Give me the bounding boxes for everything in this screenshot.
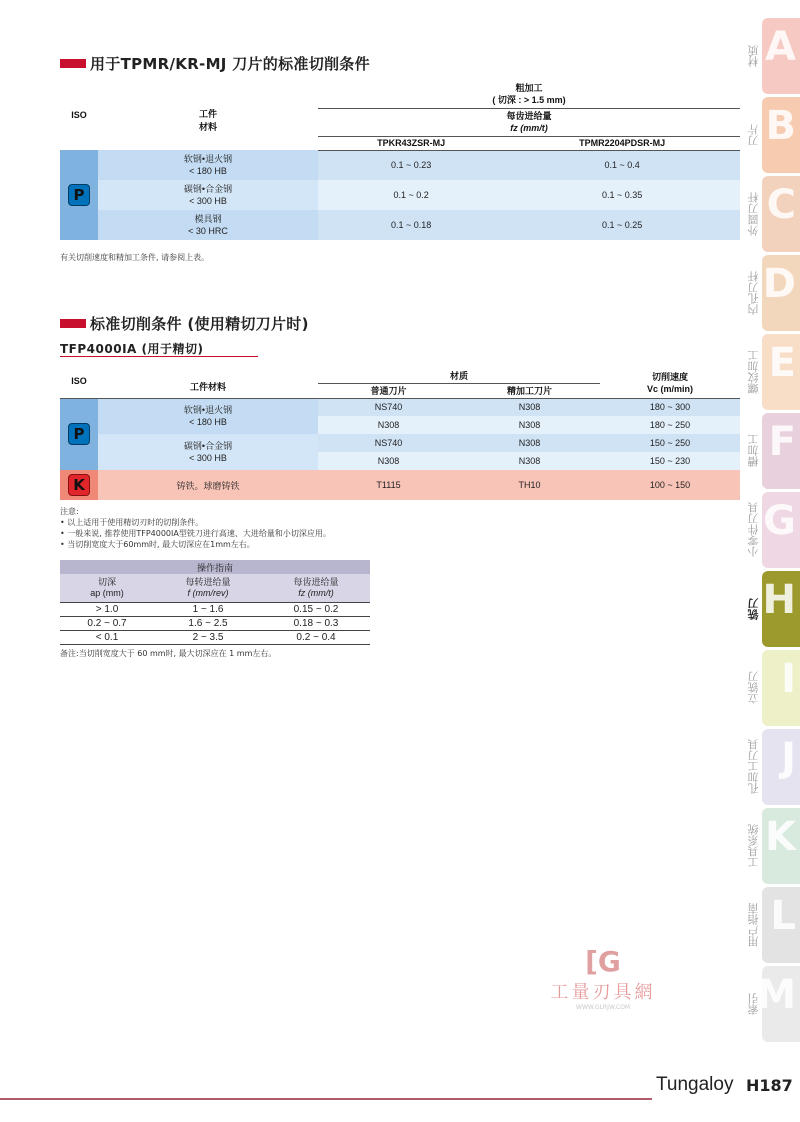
table-row xyxy=(60,210,740,240)
speed-cell: 150 ~ 250 xyxy=(600,434,740,452)
title-marker xyxy=(60,319,86,328)
note-line: • 以上适用于使用精切刃时的切削条件。 xyxy=(60,518,204,527)
side-tab-letter: K xyxy=(765,814,796,860)
table-row xyxy=(60,434,740,452)
finishing-conditions-table xyxy=(60,368,740,500)
material-header-line2: 材料 xyxy=(198,122,217,132)
material-header: 工件材料 xyxy=(189,382,226,392)
iso-p-cell xyxy=(60,398,98,470)
speed-header xyxy=(600,368,740,398)
table-row xyxy=(60,616,370,630)
guide-cell: 0.2 ~ 0.4 xyxy=(262,630,370,644)
value-cell: 0.1 ~ 0.25 xyxy=(504,210,740,240)
speed-cell: 180 ~ 300 xyxy=(600,398,740,416)
grade-cell: N308 xyxy=(459,398,600,416)
guide-cell: < 0.1 xyxy=(60,630,154,644)
guide-cell: 0.18 ~ 0.3 xyxy=(262,616,370,630)
side-tab-label[interactable]: 外圆刀杆 xyxy=(747,192,760,236)
value-cell: 0.1 ~ 0.2 xyxy=(318,180,504,210)
iso-p-cell xyxy=(60,150,98,240)
material-cell xyxy=(98,434,318,470)
guide-cell: 1.6 ~ 2.5 xyxy=(154,616,262,630)
table-row xyxy=(60,398,740,416)
guide-cell: 0.2 ~ 0.7 xyxy=(60,616,154,630)
guide-title: 操作指南 xyxy=(196,562,233,573)
material-cell xyxy=(98,180,318,210)
guide-cell: 0.15 ~ 0.2 xyxy=(262,602,370,616)
grade-cell: N308 xyxy=(459,452,600,470)
grade-cell: NS740 xyxy=(318,398,459,416)
material-cell xyxy=(98,398,318,434)
side-tab-j[interactable] xyxy=(762,729,800,805)
material-hardness: < 180 HB xyxy=(189,166,227,176)
side-tab-letter: G xyxy=(763,498,796,544)
side-tab-label[interactable]: 立铣刀 xyxy=(747,671,760,705)
rough-header-line2: ( 切深 : > 1.5 mm) xyxy=(492,94,566,105)
table-row xyxy=(60,470,740,500)
side-tab-letter: L xyxy=(770,893,796,939)
table-row xyxy=(60,630,370,644)
side-tab-label[interactable]: 索引 xyxy=(747,993,760,1015)
speed-cell: 150 ~ 230 xyxy=(600,452,740,470)
material-hardness: < 300 HB xyxy=(189,196,227,206)
material-hardness: < 30 HRC xyxy=(188,226,228,236)
grade-cell: N308 xyxy=(318,416,459,434)
guide-col-depth-line1: 切深 xyxy=(98,576,117,587)
feed-header-line1: 每齿进给量 xyxy=(506,111,552,121)
guide-cell: > 1.0 xyxy=(60,602,154,616)
wiper-insert-header: 精加工刀片 xyxy=(506,386,552,396)
side-tab-label[interactable]: 内孔刀杆 xyxy=(747,271,760,315)
note-line: • 当切削宽度大于60mm时, 最大切深应在1mm左右。 xyxy=(60,540,255,549)
value-cell: 0.1 ~ 0.18 xyxy=(318,210,504,240)
side-tab-label[interactable]: 槽加工 xyxy=(747,434,760,468)
material-hardness: < 180 HB xyxy=(189,417,227,428)
side-tab-letter: E xyxy=(768,340,796,386)
side-tab-g[interactable] xyxy=(762,492,800,568)
side-tab-d[interactable] xyxy=(762,255,800,331)
guide-cell: 1 ~ 1.6 xyxy=(154,602,262,616)
grade-cell: TH10 xyxy=(518,480,541,490)
title-marker xyxy=(60,59,86,68)
table-row xyxy=(60,150,740,180)
iso-p-badge: P xyxy=(68,184,90,206)
guide-remark: 备注:当切削宽度大于 60 mm时, 最大切深应在 1 mm左右。 xyxy=(60,649,277,658)
side-tab-letter: H xyxy=(762,577,796,623)
side-tab-label[interactable]: 小零件刀具 xyxy=(747,502,760,558)
material-name: 碳钢•合金钢 xyxy=(183,441,233,451)
iso-header: ISO xyxy=(71,110,87,120)
material-cell xyxy=(98,150,318,180)
iso-p-badge: P xyxy=(68,423,90,445)
side-tab-a[interactable] xyxy=(762,18,800,94)
side-tab-b[interactable] xyxy=(762,97,800,173)
side-tab-i[interactable] xyxy=(762,650,800,726)
feed-header xyxy=(318,108,740,136)
grade-cell: N308 xyxy=(318,452,459,470)
section2-notes xyxy=(60,506,331,550)
iso-k-badge: K xyxy=(68,474,90,496)
note-line: • 一般来说, 推荐使用TFP4000IA型铣刀进行高速、大进给量和小切深应用。 xyxy=(60,529,331,538)
section2-title-text: 标准切削条件 (使用精切刀片时) xyxy=(90,315,309,333)
insert-b-header: TPMR2204PDSR-MJ xyxy=(504,136,740,150)
table-row xyxy=(60,602,370,616)
side-tab-c[interactable] xyxy=(762,176,800,252)
material-cell xyxy=(98,210,318,240)
speed-header-line2: Vc (m/min) xyxy=(646,383,693,394)
grade-cell: N308 xyxy=(459,434,600,452)
guide-col-feed-tooth-line2: fz (mm/t) xyxy=(298,587,334,598)
insert-a-header: TPKR43ZSR-MJ xyxy=(318,136,504,150)
watermark-logo: [G xyxy=(585,945,621,978)
section1-note: 有关切削速度和精加工条件, 请参阅上表。 xyxy=(60,253,210,262)
side-tab-l[interactable] xyxy=(762,887,800,963)
footer-rule xyxy=(0,1098,652,1100)
material-name: 模具钢 xyxy=(194,214,222,224)
side-tab-label[interactable]: 工具系统 xyxy=(747,824,760,868)
side-tab-letter: C xyxy=(766,182,796,228)
side-tab-letter: M xyxy=(756,972,796,1018)
material-name: 软钢•退火钢 xyxy=(183,154,233,164)
side-tab-letter: B xyxy=(765,103,796,149)
section1-title-text: 用于TPMR/KR-MJ 刀片的标准切削条件 xyxy=(90,55,370,73)
side-tab-e[interactable] xyxy=(762,334,800,410)
side-tab-label[interactable]: 材质 xyxy=(747,45,760,67)
guide-col-feed-tooth-line1: 每齿进给量 xyxy=(293,576,339,587)
speed-header-line1: 切削速度 xyxy=(651,371,688,382)
side-tab-h[interactable] xyxy=(762,571,800,647)
guide-col-depth-line2: ap (mm) xyxy=(90,587,124,598)
grade-cell: T1115 xyxy=(376,480,401,490)
operation-guide-table xyxy=(60,560,370,645)
watermark xyxy=(538,945,668,1011)
material-cell: 铸铁。球磨铸铁 xyxy=(176,480,240,491)
watermark-text: 工量刃具網 xyxy=(550,982,656,1003)
iso-header: ISO xyxy=(71,376,87,386)
guide-col-depth xyxy=(60,574,154,602)
guide-cell: 2 ~ 3.5 xyxy=(154,630,262,644)
material-name: 碳钢•合金钢 xyxy=(183,184,233,194)
value-cell: 0.1 ~ 0.35 xyxy=(504,180,740,210)
material-hardness: < 300 HB xyxy=(189,453,227,463)
feed-header-line2: fz (mm/t) xyxy=(510,123,548,133)
side-tab-f[interactable] xyxy=(762,413,800,489)
side-tab-label[interactable]: 铣刀 xyxy=(747,598,760,620)
grade-cell: N308 xyxy=(459,416,600,434)
side-tab-letter: D xyxy=(762,261,796,307)
side-tab-label[interactable]: 孔加工刀具 xyxy=(747,739,760,795)
grade-header: 材质 xyxy=(318,368,600,383)
rough-header xyxy=(318,80,740,108)
material-header-line1: 工件 xyxy=(198,109,217,119)
side-tab-letter: I xyxy=(781,656,796,702)
guide-col-feed-rev-line1: 每转进给量 xyxy=(185,576,231,587)
grade-cell: NS740 xyxy=(318,434,459,452)
section2-title xyxy=(60,313,309,334)
subtitle-underline xyxy=(60,356,258,357)
section2-subtitle: TFP4000IA (用于精切) xyxy=(60,342,204,356)
side-tab-label[interactable]: 刀片 xyxy=(747,124,760,146)
guide-col-feed-rev-line2: f (mm/rev) xyxy=(187,587,229,598)
normal-insert-header: 普通刀片 xyxy=(370,386,407,396)
side-tab-m[interactable] xyxy=(756,966,800,1042)
watermark-url: WWW.GLRJW.COM xyxy=(575,1004,631,1011)
side-tab-label[interactable]: 用户指南 xyxy=(747,903,760,947)
notes-heading: 注意: xyxy=(60,507,79,516)
speed-cell: 180 ~ 250 xyxy=(600,416,740,434)
value-cell: 0.1 ~ 0.4 xyxy=(504,150,740,180)
rough-header-line1: 粗加工 xyxy=(515,82,543,93)
table-row xyxy=(60,180,740,210)
side-tab-letter: F xyxy=(768,419,796,465)
standard-conditions-table xyxy=(60,80,740,240)
guide-col-feed-tooth xyxy=(262,574,370,602)
side-tab-k[interactable] xyxy=(762,808,800,884)
speed-cell: 100 ~ 150 xyxy=(649,480,691,490)
section1-title xyxy=(60,53,370,74)
iso-k-cell xyxy=(60,470,98,500)
material-name: 软钢•退火钢 xyxy=(183,405,233,416)
side-tab-letter: A xyxy=(765,24,796,70)
side-tab-label[interactable]: 螺纹加工 xyxy=(747,350,760,394)
side-tab-letter: J xyxy=(781,735,796,781)
page-number: H187 xyxy=(746,1076,793,1095)
material-header xyxy=(98,80,318,150)
value-cell: 0.1 ~ 0.23 xyxy=(318,150,504,180)
brand-name: Tungaloy xyxy=(656,1074,734,1095)
guide-col-feed-rev xyxy=(154,574,262,602)
